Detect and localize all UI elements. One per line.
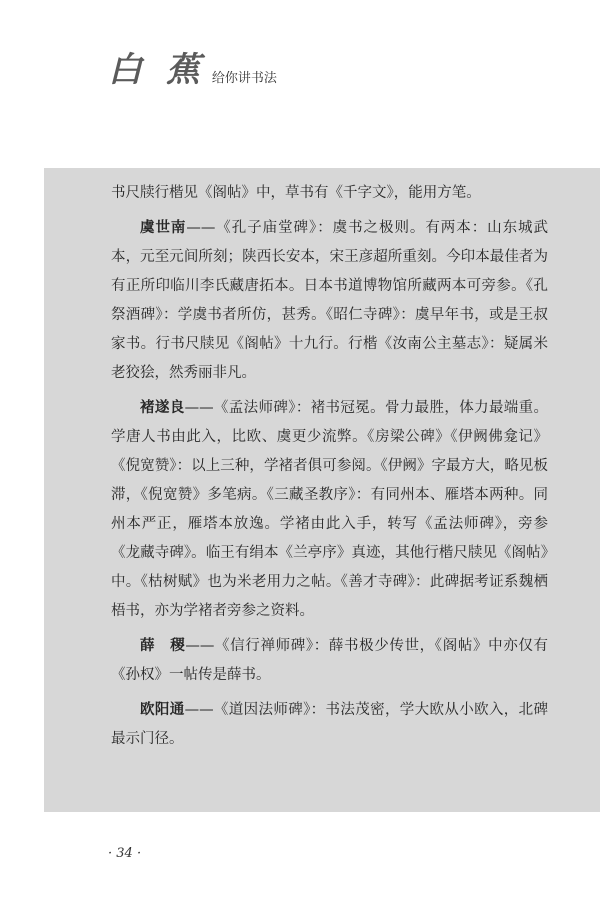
calligrapher-name: 虞世南: [140, 219, 187, 236]
paragraph-text: ——《信行禅师碑》：薛书极少传世，《阁帖》中亦仅有《孙权》一帖传是薛书。: [111, 638, 549, 683]
calligrapher-name: 薛 稷: [140, 637, 186, 654]
series-title: 给你讲书法: [211, 71, 277, 86]
paragraph-text: 书尺牍行楷见《阁帖》中，草书有《千字文》，能用方笔。: [111, 185, 481, 201]
running-header: [108, 50, 277, 90]
paragraph-ouyang-tong: [111, 695, 548, 754]
paragraph-text: ——《孔子庙堂碑》：虞书之极则。有两本：山东城武本，元至元间所刻；陕西长安本，宋王彦超所重刻。今印本最佳者为有正所印临川李氏藏唐拓本。日本书道博物馆所藏两本可旁参。《孔祭酒碑》：学虞书者所仿，甚秀。《昭仁寺碑》：虞早年书，或是王叔家书。行书尺牍见《阁帖》十九行。行楷《汝南公主墓志》：疑属米老狡狯，然秀丽非凡。: [111, 220, 549, 381]
paragraph-chu-suiliang: [111, 393, 548, 626]
calligrapher-name: 欧阳通: [140, 701, 185, 718]
page-number: · 34 ·: [108, 846, 142, 861]
paragraph-xue-ji: [111, 631, 548, 690]
paragraph-text: ——《道因法师碑》：书法茂密，学大欧从小欧入，北碑最示门径。: [111, 702, 549, 747]
paragraph-text: ——《孟法师碑》：褚书冠冕。骨力最胜，体力最端重。学唐人书由此入，比欧、虞更少流弊。《房梁公碑》《伊阙佛龛记》《倪宽赞》：以上三种，学褚者俱可参阅。《伊阙》字最方大，略见板滞，《倪宽赞》多笔病。《三藏圣教序》：有同州本、雁塔本两种。同州本严正，雁塔本放逸。学褚由此入手，转写《孟法师碑》，旁参《龙藏寺碑》。临王有绢本《兰亭序》真迹，其他行楷尺牍见《阁帖》中。《枯树赋》也为米老用力之帖。《善才寺碑》：此碑据考证系魏栖梧书，亦为学褚者旁参之资料。: [111, 400, 549, 619]
book-logo: 白 蕉: [108, 50, 206, 90]
paragraph-yu-shinan: [111, 213, 548, 388]
calligrapher-name: 褚遂良: [140, 399, 185, 416]
paragraph-continuation: [111, 179, 548, 208]
page-content: [111, 179, 548, 759]
